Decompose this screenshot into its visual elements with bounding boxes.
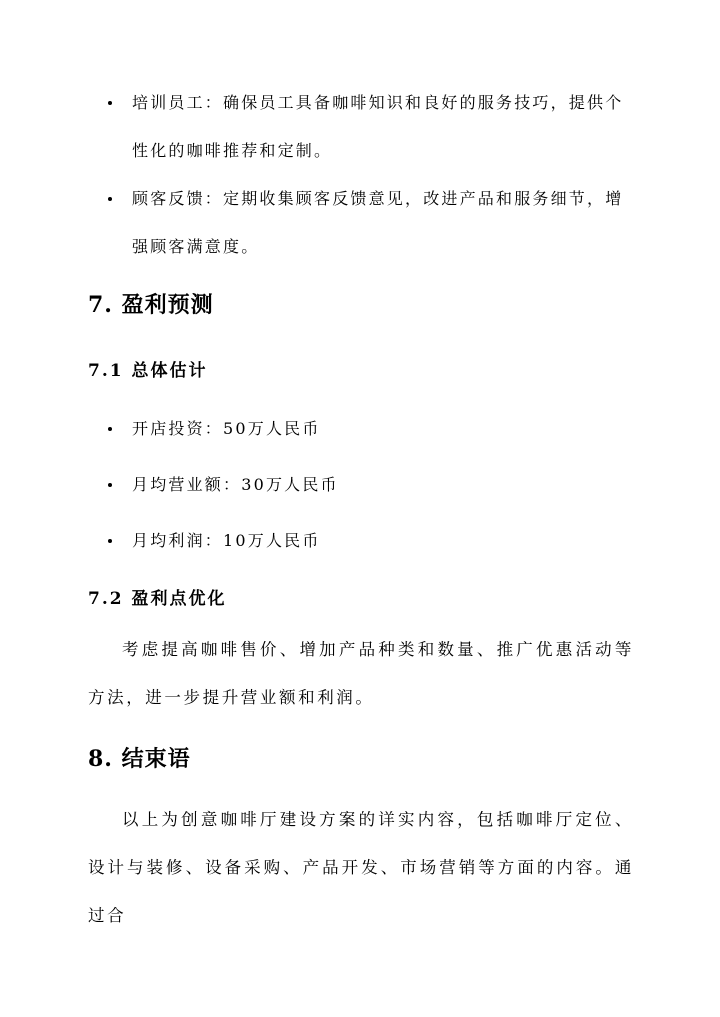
- bullet-dot: [108, 483, 112, 487]
- section-7-1-heading: 7.1 总体估计: [88, 361, 208, 381]
- bullet-dot: [108, 539, 112, 543]
- bullet-text: 顾客反馈：定期收集顾客反馈意见，改进产品和服务细节，增强顾客满意度。: [132, 189, 624, 256]
- bullet-dot: [108, 101, 112, 105]
- section-7-2-heading: 7.2 盈利点优化: [88, 589, 227, 609]
- bullet-dot: [108, 197, 112, 201]
- bullet-text: 培训员工：确保员工具备咖啡知识和良好的服务技巧，提供个性化的咖啡推荐和定制。: [132, 93, 624, 160]
- bullet-text: 月均利润：10万人民币: [132, 531, 321, 550]
- section-7-heading: 7. 盈利预测: [88, 292, 214, 318]
- bullet-text: 开店投资：50万人民币: [132, 419, 321, 438]
- bullet-text: 月均营业额：30万人民币: [132, 475, 339, 494]
- section-7-2-paragraph: 考虑提高咖啡售价、增加产品种类和数量、推广优惠活动等方法，进一步提升营业额和利润。: [88, 640, 634, 707]
- section-8-paragraph: 以上为创意咖啡厅建设方案的详实内容，包括咖啡厅定位、设计与装修、设备采购、产品开发、市场营销等方面的内容。通过合: [88, 810, 634, 925]
- bullet-dot: [108, 427, 112, 431]
- section-8-heading: 8. 结束语: [88, 746, 191, 772]
